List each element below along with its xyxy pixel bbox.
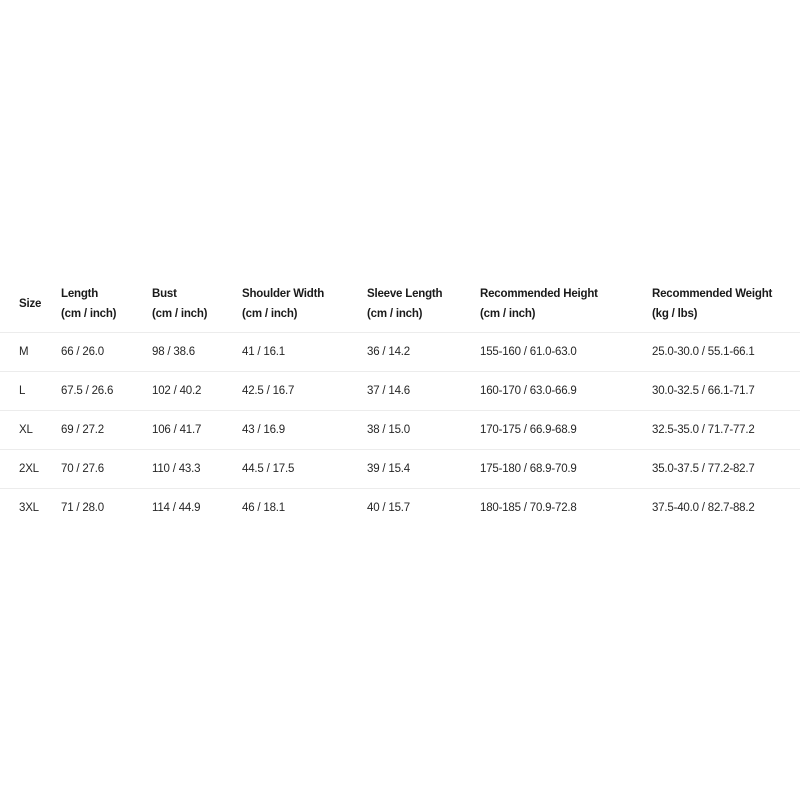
header-unit: (cm / inch) [242,308,298,320]
cell-sleeve-length: 37 / 14.6 [367,372,480,411]
cell-length: 67.5 / 26.6 [61,372,152,411]
cell-recommended-weight: 30.0-32.5 / 66.1-71.7 [652,372,800,411]
cell-length: 66 / 26.0 [61,333,152,372]
header-recommended-weight [652,276,800,333]
cell-size: 2XL [0,450,61,489]
header-sleeve-length [367,276,480,333]
table-row [0,333,800,372]
cell-size: M [0,333,61,372]
size-chart-table [0,276,800,527]
header-label: Sleeve Length [367,288,443,300]
cell-recommended-weight: 25.0-30.0 / 55.1-66.1 [652,333,800,372]
cell-recommended-height: 175-180 / 68.9-70.9 [480,450,652,489]
cell-shoulder-width: 46 / 18.1 [242,502,285,514]
cell-length: 69 / 27.2 [61,411,152,450]
cell-shoulder-width: 44.5 / 17.5 [242,450,367,489]
cell-length: 71 / 28.0 [61,502,104,514]
header-unit: (cm / inch) [367,308,423,320]
cell-recommended-height: 170-175 / 66.9-68.9 [480,411,652,450]
cell-shoulder-width: 42.5 / 16.7 [242,372,367,411]
header-unit: (cm / inch) [152,308,208,320]
header-label: Bust [152,288,177,300]
header-unit: (kg / lbs) [652,308,698,320]
cell-bust: 106 / 41.7 [152,411,242,450]
cell-recommended-height: 160-170 / 63.0-66.9 [480,372,652,411]
table-row [0,489,800,528]
cell-size: XL [0,411,61,450]
header-row [0,276,800,333]
table-row [0,411,800,450]
cell-size: 3XL [19,502,39,514]
cell-sleeve-length: 39 / 15.4 [367,450,480,489]
header-size [0,276,61,333]
header-shoulder-width [242,276,367,333]
cell-sleeve-length: 38 / 15.0 [367,411,480,450]
cell-bust: 102 / 40.2 [152,372,242,411]
header-length [61,276,152,333]
cell-sleeve-length: 36 / 14.2 [367,333,480,372]
header-label: Recommended Height [480,288,598,300]
cell-bust: 110 / 43.3 [152,450,242,489]
cell-length: 70 / 27.6 [61,450,152,489]
cell-shoulder-width: 43 / 16.9 [242,411,367,450]
table-row [0,372,800,411]
cell-bust: 98 / 38.6 [152,333,242,372]
cell-shoulder-width: 41 / 16.1 [242,333,367,372]
cell-recommended-weight: 37.5-40.0 / 82.7-88.2 [652,502,755,514]
header-label: Recommended Weight [652,288,773,300]
cell-recommended-height: 155-160 / 61.0-63.0 [480,333,652,372]
cell-recommended-height: 180-185 / 70.9-72.8 [480,502,577,514]
cell-size: L [0,372,61,411]
cell-bust: 114 / 44.9 [152,502,201,514]
header-bust [152,276,242,333]
cell-sleeve-length: 40 / 15.7 [367,502,410,514]
header-recommended-height [480,276,652,333]
table-row [0,450,800,489]
header-label: Length [61,288,99,300]
header-label: Shoulder Width [242,288,325,300]
header-unit: (cm / inch) [480,308,536,320]
header-label: Size [19,298,42,310]
cell-recommended-weight: 35.0-37.5 / 77.2-82.7 [652,450,800,489]
cell-recommended-weight: 32.5-35.0 / 71.7-77.2 [652,411,800,450]
header-unit: (cm / inch) [61,308,117,320]
